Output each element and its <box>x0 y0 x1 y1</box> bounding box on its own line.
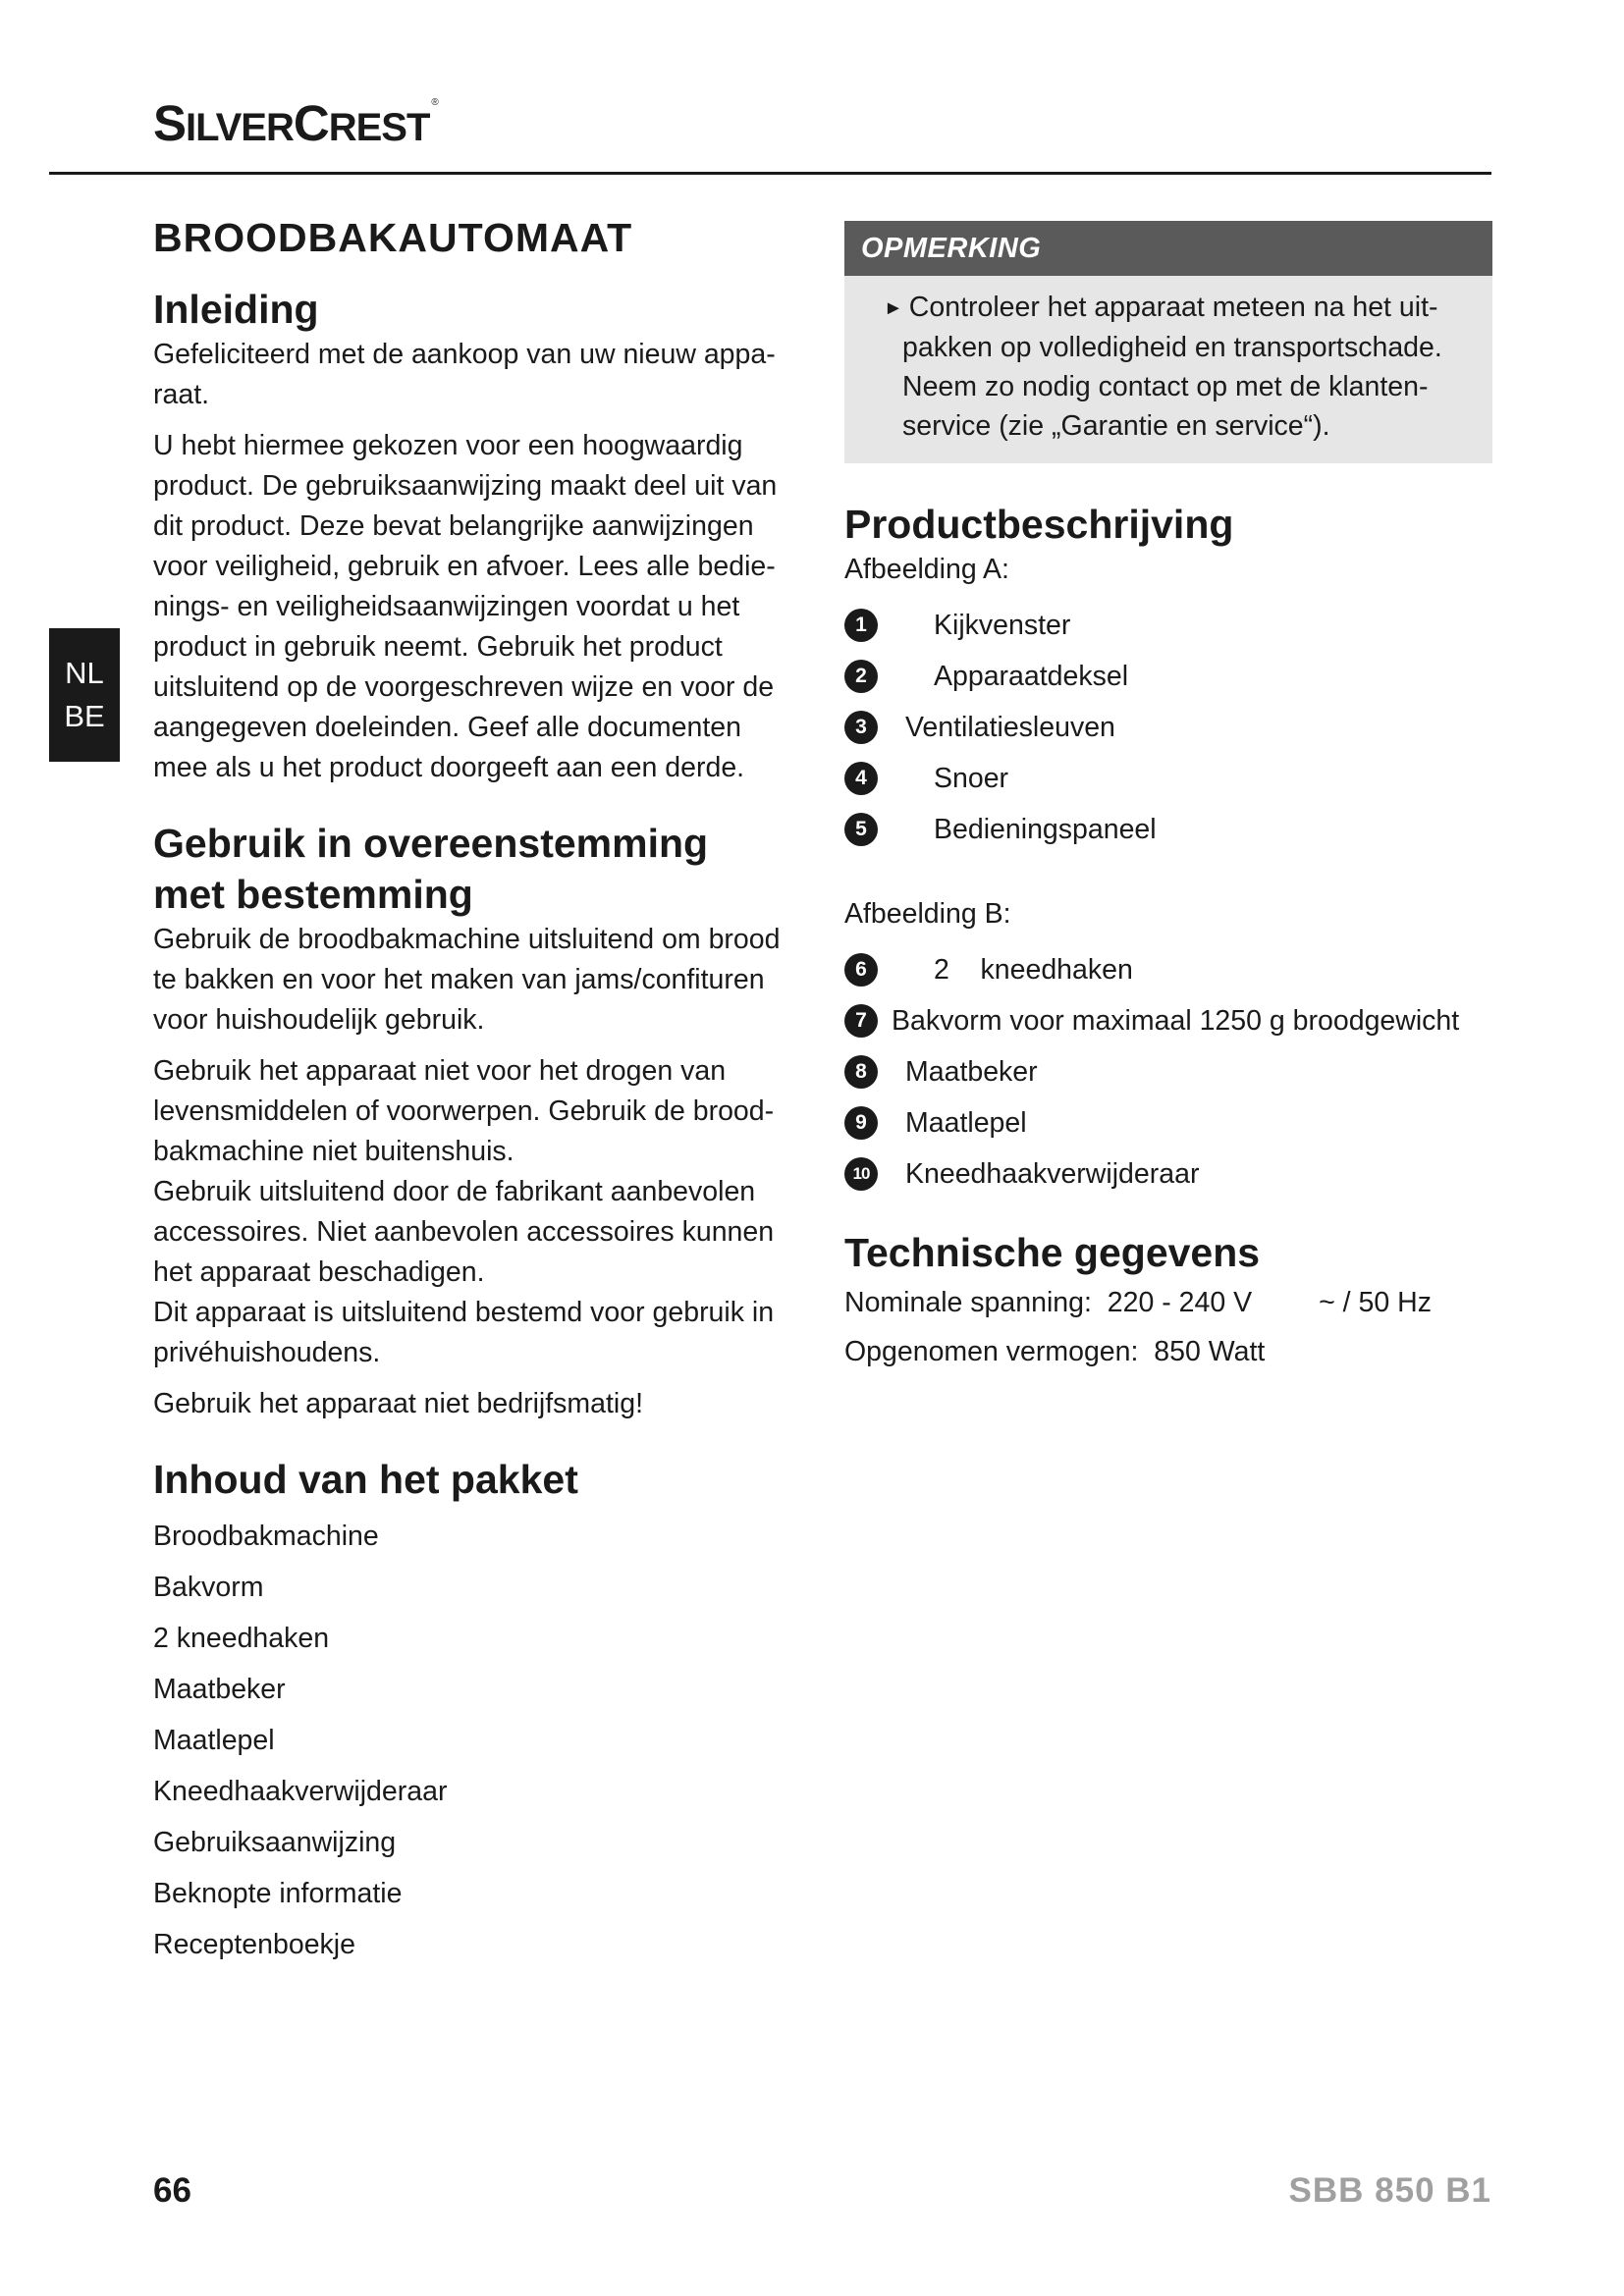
intro-heading: Inleiding <box>153 287 319 332</box>
list-item: 2 kneedhaken <box>153 1623 330 1654</box>
list-item: 3 Ventilatiesleuven <box>844 702 1492 753</box>
list-item: Bakvorm <box>153 1572 264 1603</box>
list-item: 10 Kneedhaakverwijderaar <box>844 1148 1492 1200</box>
usage-heading: Gebruik in overeenstemming met bestemming <box>153 821 709 917</box>
usage-paragraph-3: Gebruik het apparaat niet bedrijfsmatig! <box>153 1388 644 1419</box>
language-tab <box>49 628 120 762</box>
list-item: Maatbeker <box>153 1674 286 1705</box>
right-column <box>844 221 1492 1376</box>
tech-heading: Technische gegevens <box>844 1230 1261 1275</box>
list-item: Maatlepel <box>153 1725 275 1756</box>
list-item: 9 Maatlepel <box>844 1097 1492 1148</box>
number-badge: 6 <box>844 953 878 987</box>
package-heading: Inhoud van het pakket <box>153 1457 578 1502</box>
power-row: Opgenomen vermogen: 850 Watt <box>844 1336 1266 1367</box>
list-item: 1 Kijkvenster <box>844 600 1492 651</box>
number-badge: 3 <box>844 711 878 744</box>
number-badge: 8 <box>844 1055 878 1089</box>
list-item: Beknopte informatie <box>153 1878 403 1909</box>
number-badge: 1 <box>844 609 878 642</box>
figure-a-label: Afbeelding A: <box>844 554 1009 585</box>
list-item: 4 Snoer <box>844 753 1492 804</box>
number-badge: 7 <box>844 1004 878 1038</box>
product-heading: Productbeschrijving <box>844 502 1234 547</box>
usage-paragraph-2: Gebruik het apparaat niet voor het drogen van levensmiddelen of voorwerpen. Gebruik de brood- bakmachine niet buitenshuis. Gebruik uitsluitend door de fabrikant aanbevolen accessoires. Niet aanbevolen accessoires kunnen het apparaat beschadigen. Dit apparaat is uitsluitend bestemd voor gebruik in privéhuishoudens. <box>153 1055 775 1368</box>
list-item: 7 Bakvorm voor maximaal 1250 g broodgewicht <box>844 995 1492 1046</box>
note-text: ► Controleer het apparaat meteen na het uit- pakken op volledigheid en transportschade. Neem zo nodig contact op met de klanten- service (zie „Garantie en service“). <box>844 276 1492 463</box>
model-number: SBB 850 B1 <box>1288 2171 1491 2210</box>
intro-paragraph-2: U hebt hiermee gekozen voor een hoogwaardig product. De gebruiksaanwijzing maakt deel uit van dit product. Deze bevat belangrijke aanwijzingen voor veiligheid, gebruik en afvoer. Lees alle bedie- nings- en veiligheidsaanwijzingen voordat u het product in gebruik neemt. Gebruik het product uitsluitend op de voorgeschreven wijze en voor de aangegeven doeleinden. Geef alle documenten mee als u het product doorgeeft aan een derde. <box>153 430 778 783</box>
header-divider <box>49 172 1491 175</box>
page-title: BROODBAKAUTOMAAT <box>153 215 633 260</box>
list-item: 5 Bedieningspaneel <box>844 804 1492 855</box>
note-label: OPMERKING <box>844 221 1492 276</box>
number-badge: 2 <box>844 660 878 693</box>
list-item: Receptenboekje <box>153 1929 355 1960</box>
number-badge: 9 <box>844 1106 878 1140</box>
number-badge: 10 <box>844 1157 878 1191</box>
number-badge: 4 <box>844 762 878 795</box>
intro-paragraph-1: Gefeliciteerd met de aankoop van uw nieuw appa- raat. <box>153 339 776 410</box>
list-item: 2 Apparaatdeksel <box>844 651 1492 702</box>
country-code: BE <box>64 699 105 733</box>
page-number: 66 <box>153 2171 191 2210</box>
list-item: Broodbakmachine <box>153 1521 379 1552</box>
package-list <box>153 1511 801 1970</box>
list-item: 8 Maatbeker <box>844 1046 1492 1097</box>
left-column <box>153 211 801 1970</box>
voltage-row: Nominale spanning: 220 - 240 V ~ / 50 Hz <box>844 1287 1432 1318</box>
language-code: NL <box>65 656 104 690</box>
list-item: Gebruiksaanwijzing <box>153 1827 397 1858</box>
arrow-icon: ► <box>884 297 903 319</box>
note-box <box>844 221 1492 463</box>
list-item: 6 2 kneedhaken <box>844 944 1492 995</box>
number-badge: 5 <box>844 813 878 846</box>
usage-paragraph-1: Gebruik de broodbakmachine uitsluitend om brood te bakken en voor het maken van jams/confituren voor huishoudelijk gebruik. <box>153 924 781 1036</box>
parts-list-b <box>844 944 1492 1200</box>
figure-b-label: Afbeelding B: <box>844 898 1011 930</box>
brand-logo: SILVERCREST® <box>153 95 438 151</box>
list-item: Kneedhaakverwijderaar <box>153 1776 448 1807</box>
parts-list-a <box>844 600 1492 855</box>
